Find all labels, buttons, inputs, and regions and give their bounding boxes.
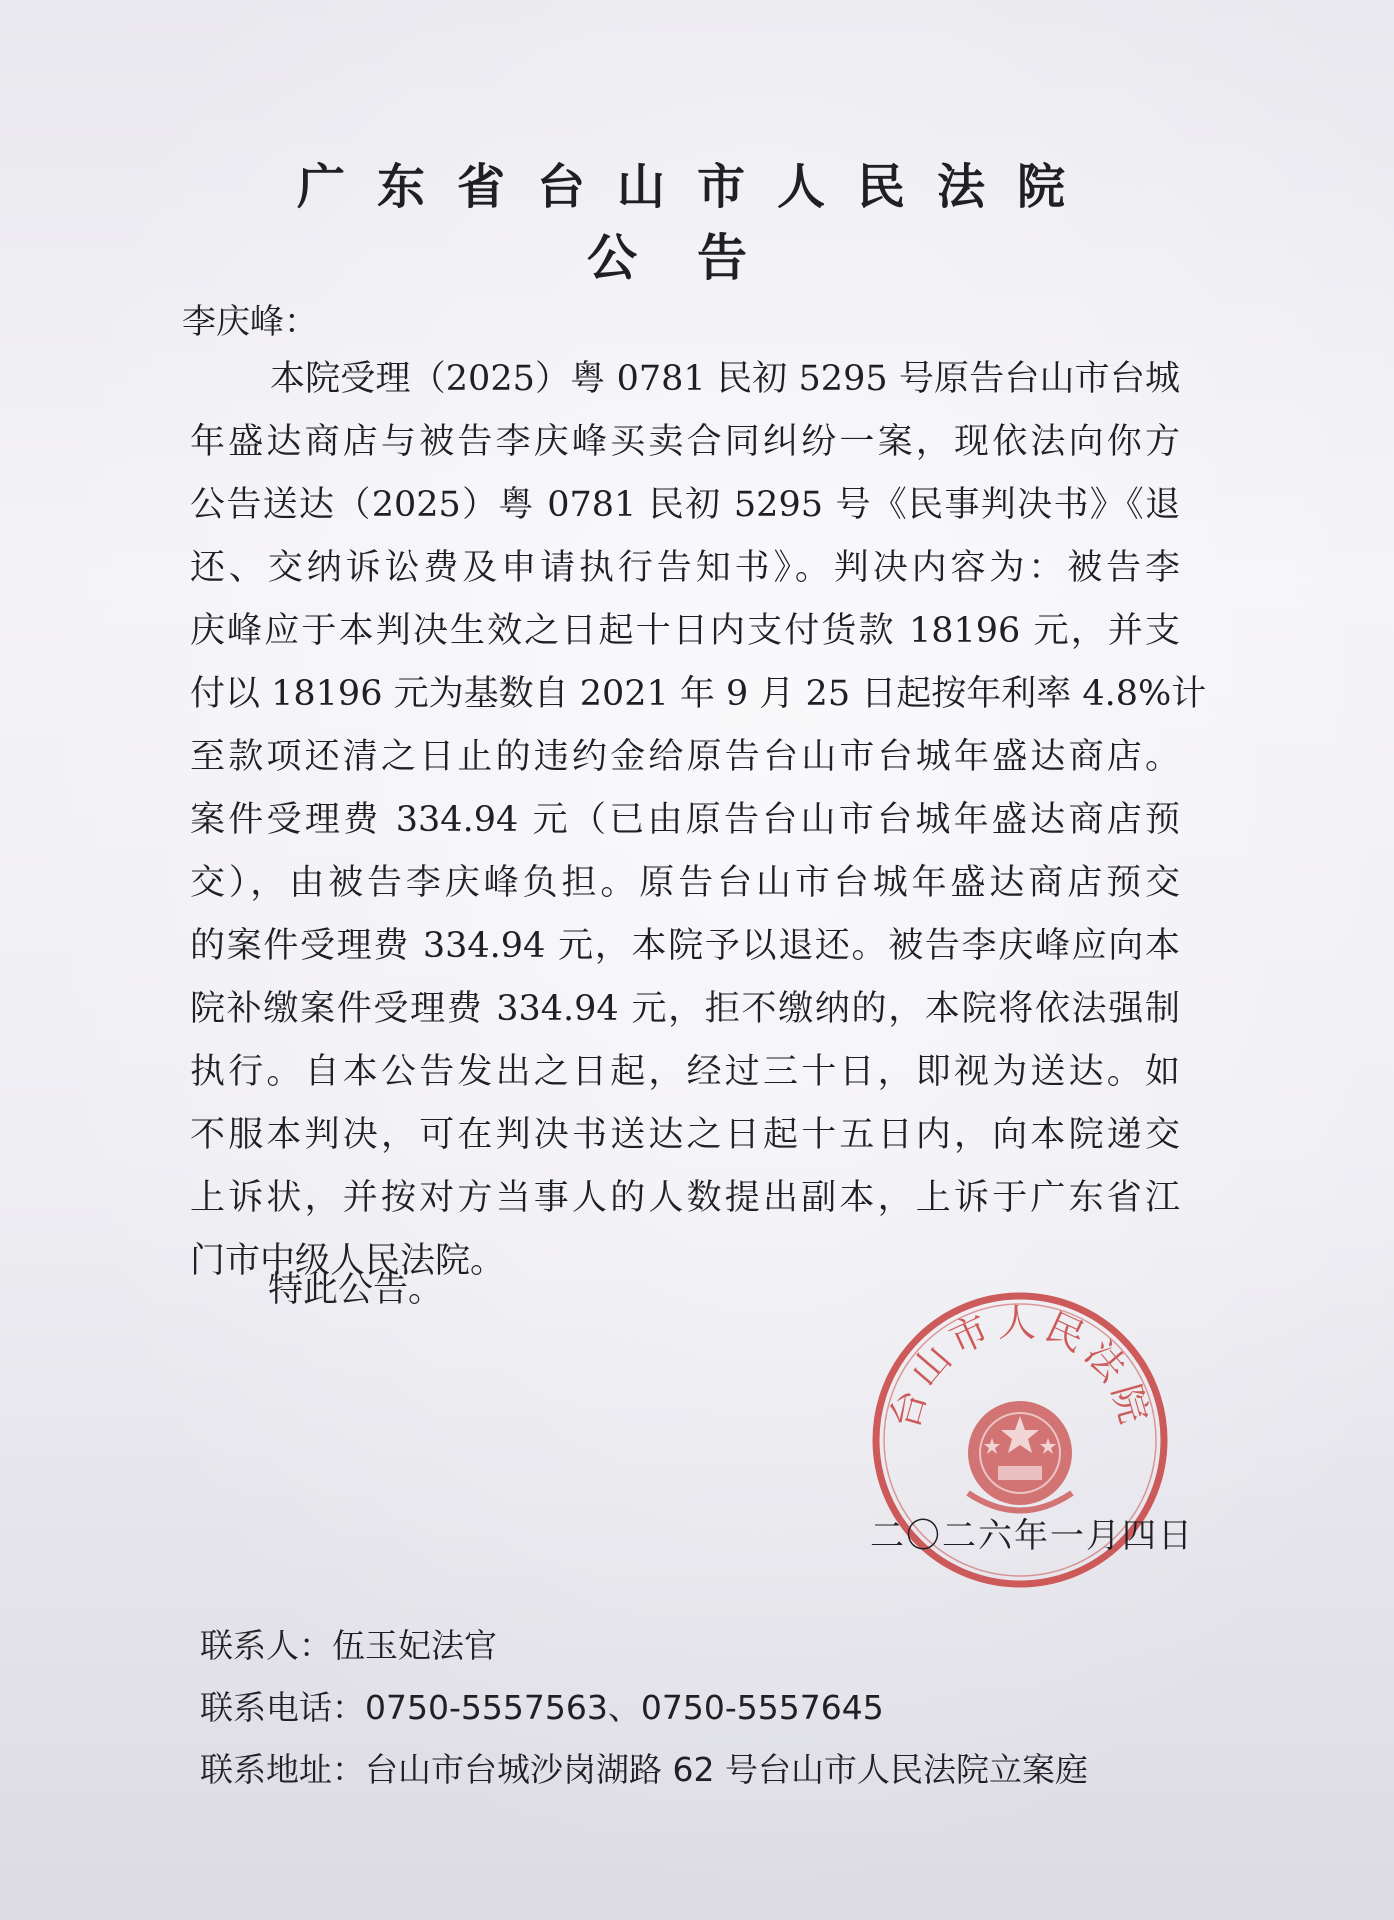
body-line: 不服本判决，可在判决书送达之日起十五日内，向本院递交 <box>190 1115 1180 1155</box>
body-line: 至款项还清之日止的违约金给原告台山市台城年盛达商店。 <box>190 737 1180 777</box>
body-line: 上诉状，并按对方当事人的人数提出副本，上诉于广东省江 <box>190 1178 1180 1218</box>
body-line: 执行。自本公告发出之日起，经过三十日，即视为送达。如 <box>190 1052 1180 1092</box>
document-subtitle: 公告 <box>587 229 807 287</box>
body-line: 院补缴案件受理费 334.94 元，拒不缴纳的，本院将依法强制 <box>190 989 1180 1029</box>
body-line: 本院受理（2025）粤 0781 民初 5295 号原告台山市台城 <box>270 359 1180 399</box>
document-title: 广东省台山市人民法院 <box>296 159 1097 215</box>
contact-address: 联系地址：台山市台城沙岗湖路 62 号台山市人民法院立案庭 <box>200 1750 1088 1789</box>
body-line: 还、交纳诉讼费及申请执行告知书》。判决内容为：被告李 <box>190 548 1180 588</box>
body-line: 案件受理费 334.94 元（已由原告台山市台城年盛达商店预 <box>190 800 1180 840</box>
contact-person: 联系人：伍玉妃法官 <box>200 1626 497 1665</box>
body-line: 门市中级人民法院。 <box>190 1241 506 1281</box>
issue-date: 二〇二六年一月四日 <box>870 1516 1194 1556</box>
body-line: 公告送达（2025）粤 0781 民初 5295 号《民事判决书》《退 <box>190 485 1180 525</box>
svg-text:台山市人民法院: 台山市人民法院 <box>882 1300 1158 1434</box>
body-line: 庆峰应于本判决生效之日起十日内支付货款 18196 元，并支 <box>190 611 1180 651</box>
addressee: 李庆峰： <box>182 302 318 342</box>
body-line: 的案件受理费 334.94 元，本院予以退还。被告李庆峰应向本 <box>190 926 1180 966</box>
body-line: 年盛达商店与被告李庆峰买卖合同纠纷一案，现依法向你方 <box>190 422 1180 462</box>
notice-body <box>190 348 1207 1293</box>
body-line: 付以 18196 元为基数自 2021 年 9 月 25 日起按年利率 4.8%计 <box>190 674 1207 714</box>
body-line: 交），由被告李庆峰负担。原告台山市台城年盛达商店预交 <box>190 863 1180 903</box>
closing-text: 特此公告。 <box>268 1270 444 1310</box>
contact-phone: 联系电话：0750-5557563、0750-5557645 <box>200 1688 884 1727</box>
